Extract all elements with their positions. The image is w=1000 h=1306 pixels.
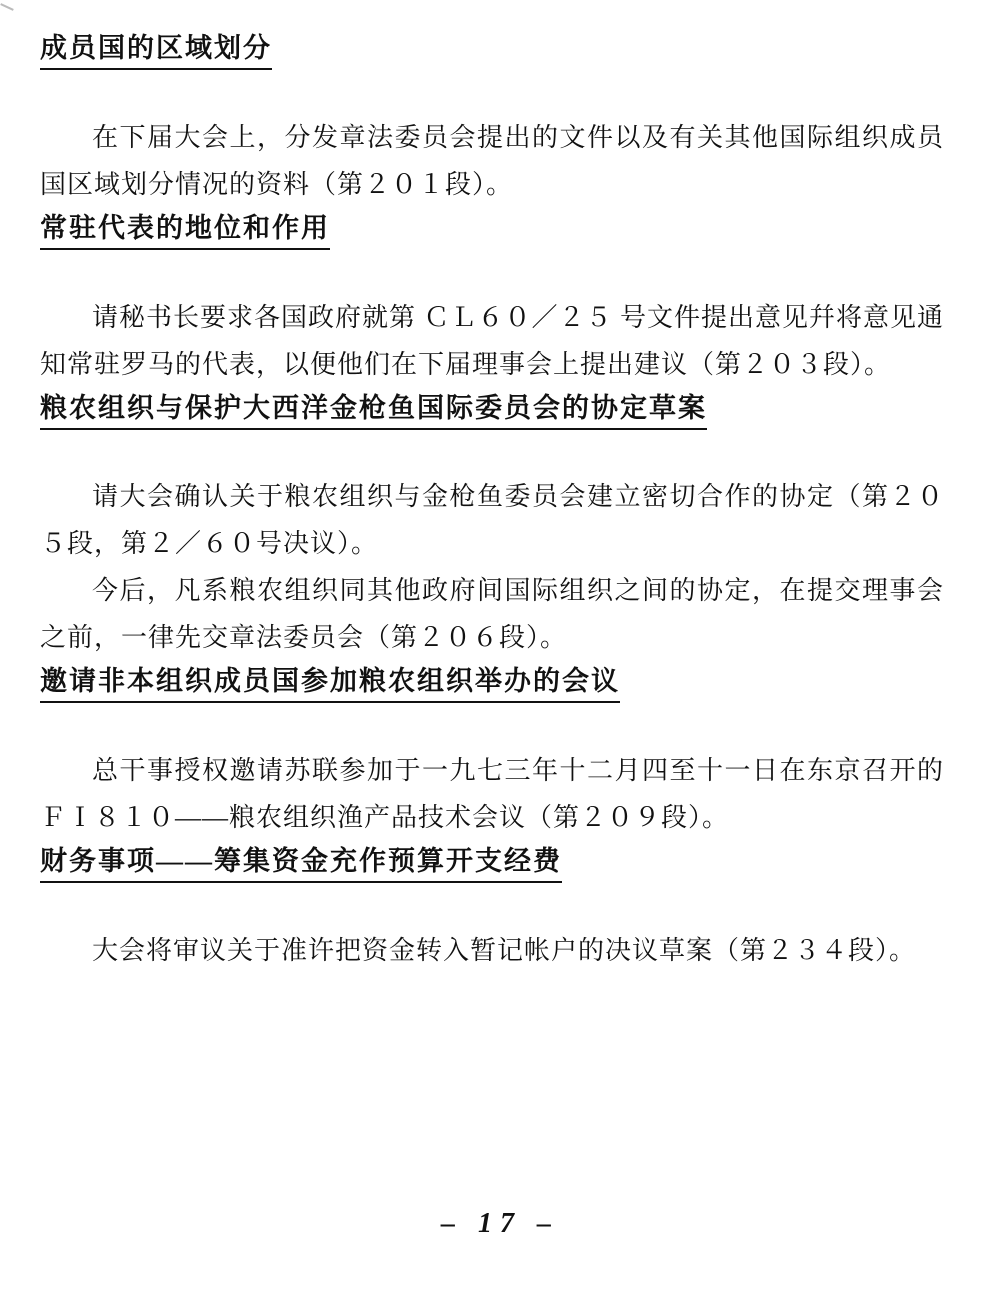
section-heading-text: 常驻代表的地位和作用 <box>40 213 330 250</box>
section-permanent-representatives <box>40 212 944 388</box>
section-heading <box>40 845 944 879</box>
section-heading <box>40 32 944 66</box>
paragraph: 大会将审议关于准许把资金转入暂记帐户的决议草案（第２３４段）。 <box>92 935 917 965</box>
paragraph: 请秘书长要求各国政府就第 ＣＬ６０／２５ 号文件提出意见幷将意见通知常驻罗马的代表，以便他们在下届理事会上提出建议（第２０３段）。 <box>40 302 945 379</box>
paragraph: 今后，凡系粮农组织同其他政府间国际组织之间的协定，在提交理事会之前，一律先交章法委员会（第２０６段）。 <box>40 576 944 653</box>
section-invite-non-members <box>40 665 944 841</box>
section-heading-text: 财务事项——筹集资金充作预算开支经费 <box>40 846 562 883</box>
page-number: – 17 – <box>441 1208 559 1239</box>
section-heading-text: 邀请非本组织成员国参加粮农组织举办的会议 <box>40 666 620 703</box>
section-heading-text: 成员国的区域划分 <box>40 33 272 70</box>
paragraph: 总干事授权邀请苏联参加于一九七三年十二月四至十一日在东京召开的ＦＩ８１０——粮农组织渔产品技术会议（第２０９段）。 <box>40 756 944 832</box>
page-footer <box>0 1208 1000 1240</box>
section-heading <box>40 392 944 426</box>
section-region-division <box>40 32 944 208</box>
paragraph: 在下届大会上，分发章法委员会提出的文件以及有关其他国际组织成员国区域划分情况的资料（第２０１段）。 <box>40 122 944 199</box>
paragraph: 请大会确认关于粮农组织与金枪鱼委员会建立密切合作的协定（第２０５段，第２／６０号决议）。 <box>40 482 944 559</box>
section-heading-text: 粮农组织与保护大西洋金枪鱼国际委员会的协定草案 <box>40 393 707 430</box>
section-financial-matters <box>40 845 944 974</box>
scan-artifact <box>0 3 14 11</box>
section-heading <box>40 212 944 246</box>
section-heading <box>40 665 944 699</box>
section-tuna-commission-agreement <box>40 392 944 662</box>
